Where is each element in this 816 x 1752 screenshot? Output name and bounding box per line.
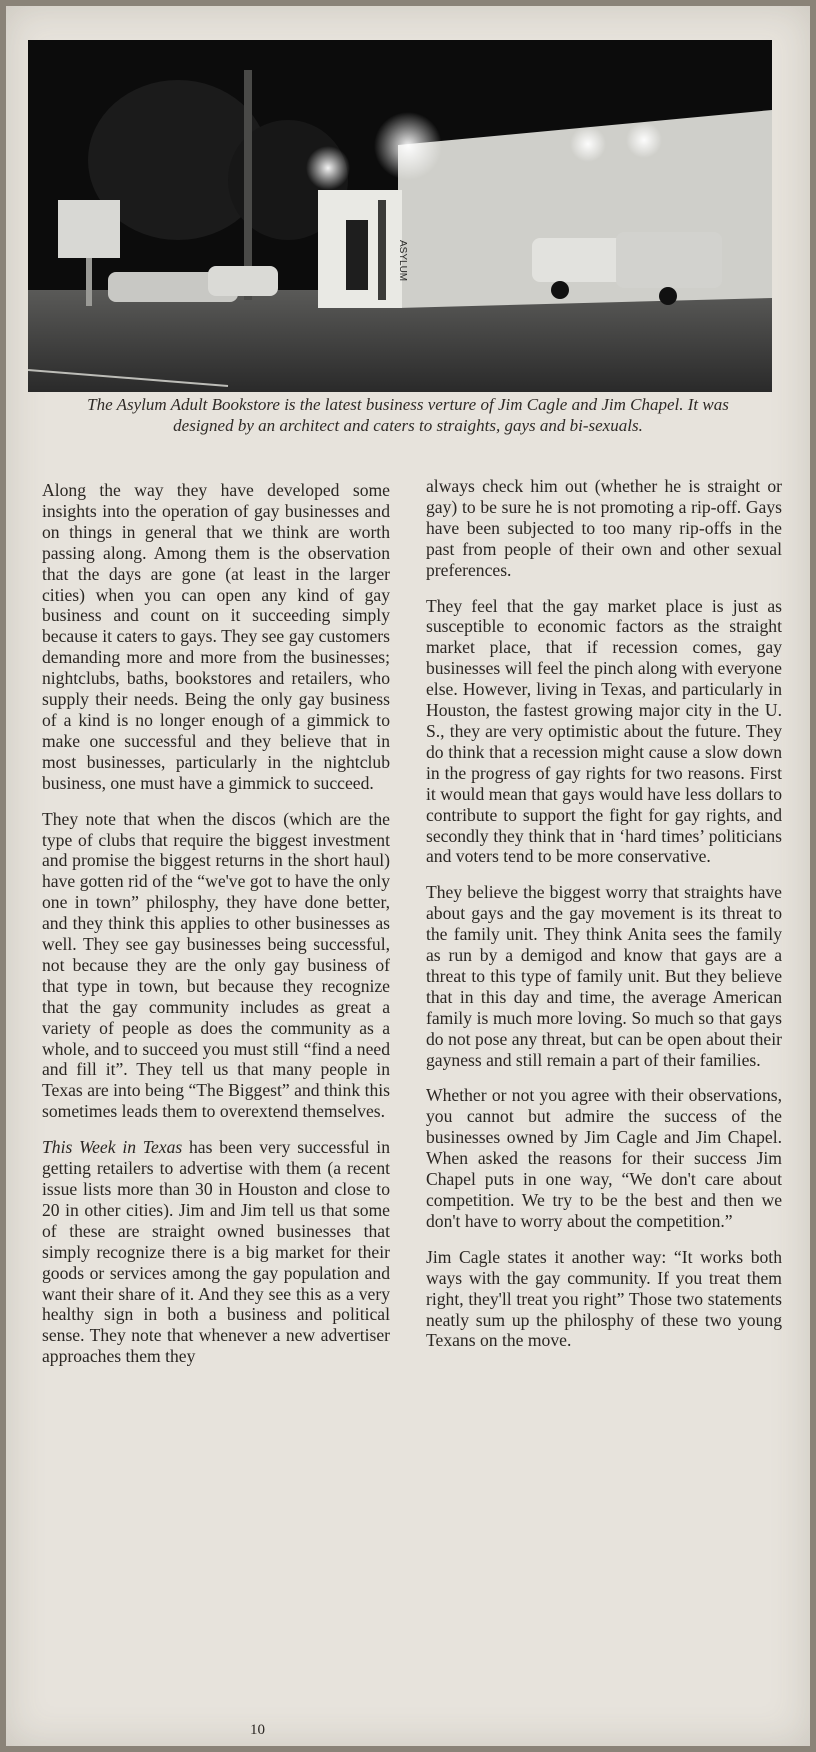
paragraph: [42, 1137, 390, 1367]
magazine-page: [6, 6, 810, 1746]
paragraph: They note that when the discos (which are the type of clubs that require the biggest investment and promise the biggest returns in the short haul) have gotten rid of the “we've got to have the only one in town” philosphy, they have done better, and they think this applies to other businesses as well. They see gay businesses being successful, not because they are the only gay business of that type in town, but because they recognize that the gay community includes as great a variety of people as does the community as a whole, and to succeed you must still “find a need and fill it”. They tell us that many people in Texas are into being “The Biggest” and think this sometimes leads them to overextend themselves.: [42, 808, 390, 1122]
bookstore-night-scene: [28, 40, 772, 392]
right-column: [426, 476, 782, 1366]
paragraph: Along the way they have developed some insights into the operation of gay businesses and on things in general that we think are worth passing along. Among them is the observation that the days are gone (at least in the larger cities) when you can open any kind of gay business and count on it succeeding simply because it caters to gays. They see gay customers demanding more and more from the businesses; nightclubs, baths, bookstores and retailers, who supply their needs. Being the only gay business of a kind is no longer enough of a gimmick to make one successful and they believe that in most businesses, particularly in the nightclub business, one must have a gimmick to succeed.: [42, 480, 390, 793]
paragraph: Whether or not you agree with their observations, you cannot but admire the success of the businesses owned by Jim Cagle and Jim Chapel. When asked the reasons for their success Jim Chapel puts in one way, “We don't care about competition. We try to be the best and then we don't have to worry about the competition.”: [426, 1085, 782, 1231]
paragraph-text: has been very successful in getting retailers to advertise with them (a recent issue lists more than 30 in Houston and close to 20 in other cities). Jim and Jim tell us that some of these are straight owned businesses that simply recognize there is a big market for their goods or services among the gay population and want their share of it. And they see this as a very healthy sign in both a business and political sense. They note that whenever a new advertiser approaches them they: [42, 1137, 390, 1367]
paragraph: always check him out (whether he is straight or gay) to be sure he is not promoting a rip-off. Gays have been subjected to too many rip-offs in the past from people of their own and other sexual preferences.: [426, 476, 782, 580]
page-number: 10: [250, 1722, 265, 1738]
building-sign-text: ASYLUM: [397, 240, 408, 282]
publication-title: This Week in Texas: [42, 1137, 183, 1158]
left-column: [42, 480, 390, 1382]
paragraph: They feel that the gay market place is just as susceptible to economic factors as the straight market place, that if recession comes, gay businesses will feel the pinch along with everyone else. However, living in Texas, and particularly in Houston, the fastest growing major city in the U. S., they are very optimistic about the future. They do think that a recession might cause a slow down in the progress of gay rights for two reasons. First it would mean that gays would have less dollars to contribute to support the fight for gay rights, and secondly they think that in ‘hard times’ politicians and voters tend to be more conservative.: [426, 595, 782, 867]
paragraph: Jim Cagle states it another way: “It works both ways with the gay community. If you treat them right, they'll treat you right” Those two statements neatly sum up the philosphy of these two young Texans on the move.: [426, 1246, 782, 1351]
paragraph: They believe the biggest worry that straights have about gays and the gay movement is its threat to the family unit. They think Anita sees the family as run by a demigod and know that gays are a threat to this type of family unit. But they believe that in this day and time, the average American family is much more loving. So much so that gays do not pose any threat, but can be open about their gayness and still remain a part of their families.: [426, 882, 782, 1070]
bookstore-photo: [28, 40, 772, 392]
photo-caption: The Asylum Adult Bookstore is the latest business verture of Jim Cagle and Jim Chapel. It was designed by an architect and caters to straights, gays and bi-sexuals.: [87, 395, 729, 435]
